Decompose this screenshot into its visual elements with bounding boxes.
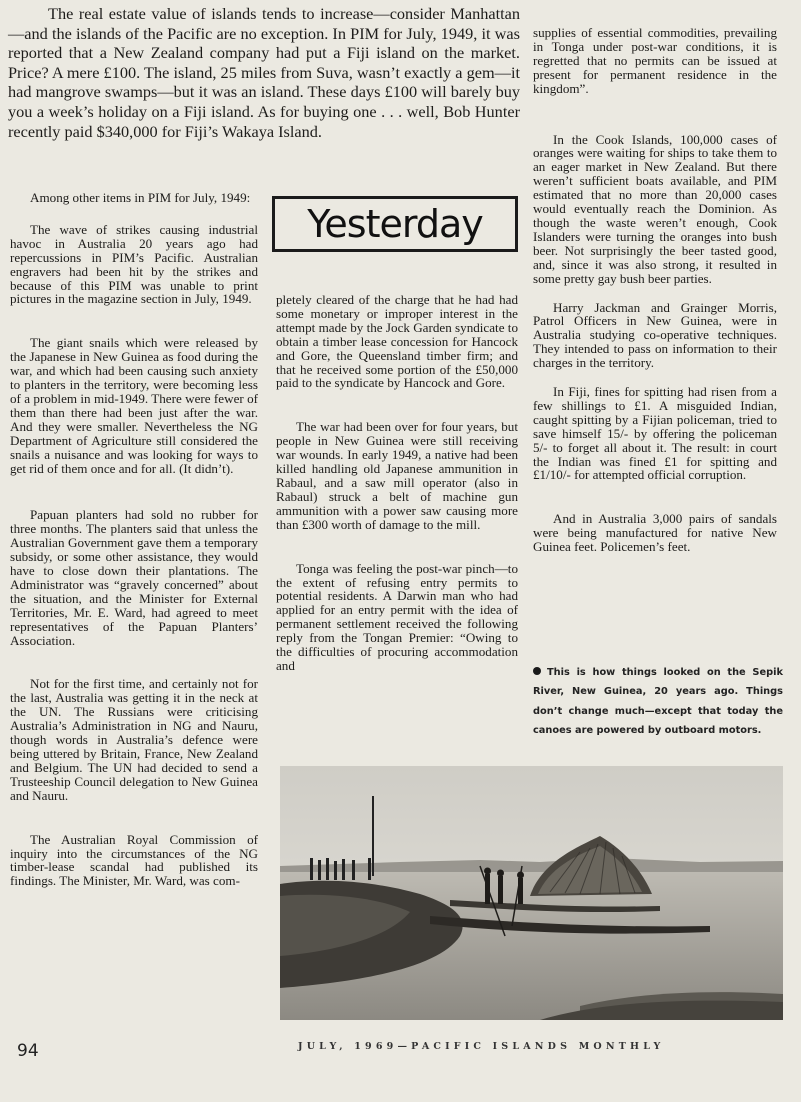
photo-caption-text: This is how things looked on the Sepik River, New Guinea, 20 years ago. Things don’t change much—except that today the canoes are powered by outboard motors. [533, 667, 783, 737]
intro-paragraph: The real estate value of islands tends to increase—consider Manhattan—and the islands of the Pacific are no exception. In PIM for July, 1949, it was reported that a New Zealand company had put a Fiji island on the market. Price? A mere £100. The island, 25 miles from Suva, wasn’t exactly a gem—it had mangrove swamps—but it was an island. These days £100 will barely buy you a week’s holiday on a Fiji island. As for buying one . . . well, Bob Hunter recently paid $340,000 for Fiji’s Wakaya Island. [8, 4, 520, 141]
column-3 [533, 26, 777, 576]
river-canoe-photo [280, 766, 783, 1020]
column-1-paragraph: Among other items in PIM for July, 1949: [30, 190, 251, 205]
column-1 [10, 191, 258, 910]
column-1-paragraph: Not for the first time, and certainly not for the last, Australia was getting it in the neck at the UN. The Russians were criticising Australia’s Administration in NG and Nauru, though words in Australia’s defence were being uttered by Britain, France, New Zealand and Belgium. The UN had decided to send a Trusteeship Council delegation to New Guinea and Nauru. [10, 676, 258, 803]
photo-caption [533, 663, 783, 741]
footer-running-title: JULY, 1969—PACIFIC ISLANDS MONTHLY [298, 1041, 665, 1052]
column-2-paragraph: Tonga was feeling the post-war pinch—to the extent of refusing entry permits to potential residents. A Darwin man who had applied for an entry permit with the idea of permanent settlement received the following reply from the Tongan Premier: “Owing to the difficulties of procuring accommodation and [276, 560, 518, 673]
yesterday-heading: Yesterday [307, 202, 483, 246]
column-3-paragraph: In Fiji, fines for spitting had risen from a few shillings to £1. A misguided Indian, caught spitting by a Fijian policeman, tried to save himself 15/- by offering the policeman 5/- to forget all about it. The result: in court the Indian was fined £1 for spitting and £1/10/- for attempted official corruption. [533, 384, 777, 483]
column-1-paragraph: Papuan planters had sold no rubber for three months. The planters said that unless the Australian Government gave them a temporary subsidy, or some other assistance, they would have to close down their plantations. The Administrator was “gravely concerned” about the situation, and the Minister for External Territories, Mr. E. Ward, had agreed to meet representatives of the Papuan Planters’ Association. [10, 507, 258, 648]
column-2-paragraph: The war had been over for four years, but people in New Guinea were still receiving war wounds. In early 1949, a native had been killed handling old Japanese ammunition in Rabaul, and a saw mill operator (also in Rabaul) struck a belt of machine gun ammunition with a power saw causing more than £300 worth of damage to the mill. [276, 419, 518, 532]
column-1-paragraph: The wave of strikes causing industrial havoc in Australia 20 years ago had repercussions in PIM’s Pacific. Australian engravers had been hit by the strikes and because of this PIM was unable to print pictures in the magazine section in July, 1949. [10, 221, 258, 307]
column-1-paragraph: The giant snails which were released by the Japanese in New Guinea as food during the war, and which had been causing such anxiety to planters in the territory, were becoming less of a problem in mid-1949. There were fewer of them than there had been just after the war. And they were smaller. Nevertheless the NG Department of Agriculture still considered the snails a nuisance and was looking for ways to get rid of them once and for all. (It didn’t). [10, 335, 258, 476]
column-2 [276, 293, 518, 695]
page-number: 94 [17, 1041, 39, 1061]
yesterday-heading-box [272, 196, 518, 252]
bullet-icon [533, 667, 541, 675]
column-3-paragraph: And in Australia 3,000 pairs of sandals were being manufactured for native New Guinea feet. Policemen’s feet. [533, 511, 777, 555]
column-3-paragraph: supplies of essential commodities, prevailing in Tonga under post-war conditions, it is regretted that no permits can be issued at present for permanent residence in the kingdom”. [533, 25, 777, 96]
column-1-paragraph: The Australian Royal Commission of inquiry into the circumstances of the NG timber-lease scandal had published its findings. The Minister, Mr. Ward, was com- [10, 831, 258, 889]
column-3-paragraph: In the Cook Islands, 100,000 cases of oranges were waiting for ships to take them to an eager market in New Zealand. But there weren’t sufficient boats available, and PIM estimated that no more than 20,000 cases would eventually reach the Dominion. As though the waste weren’t enough, Cook Islanders were turning the oranges into bush beer. Not surprisingly the beer tasted good, and, since it was also strong, it resulted in some pretty gay bush beer parties. [533, 131, 777, 286]
column-3-paragraph: Harry Jackman and Grainger Morris, Patrol Officers in New Guinea, were in Australia studying co-operative techniques. They intended to pass on information to their charges in the territory. [533, 299, 777, 371]
column-2-paragraph: pletely cleared of the charge that he had had some monetary or improper interest in the attempt made by the Jock Garden syndicate to obtain a timber lease concession for Hancock and Gore, the Queensland timber firm; and that he received some portion of the £50,000 paid to the syndicate by Hancock and Gore. [276, 292, 518, 391]
